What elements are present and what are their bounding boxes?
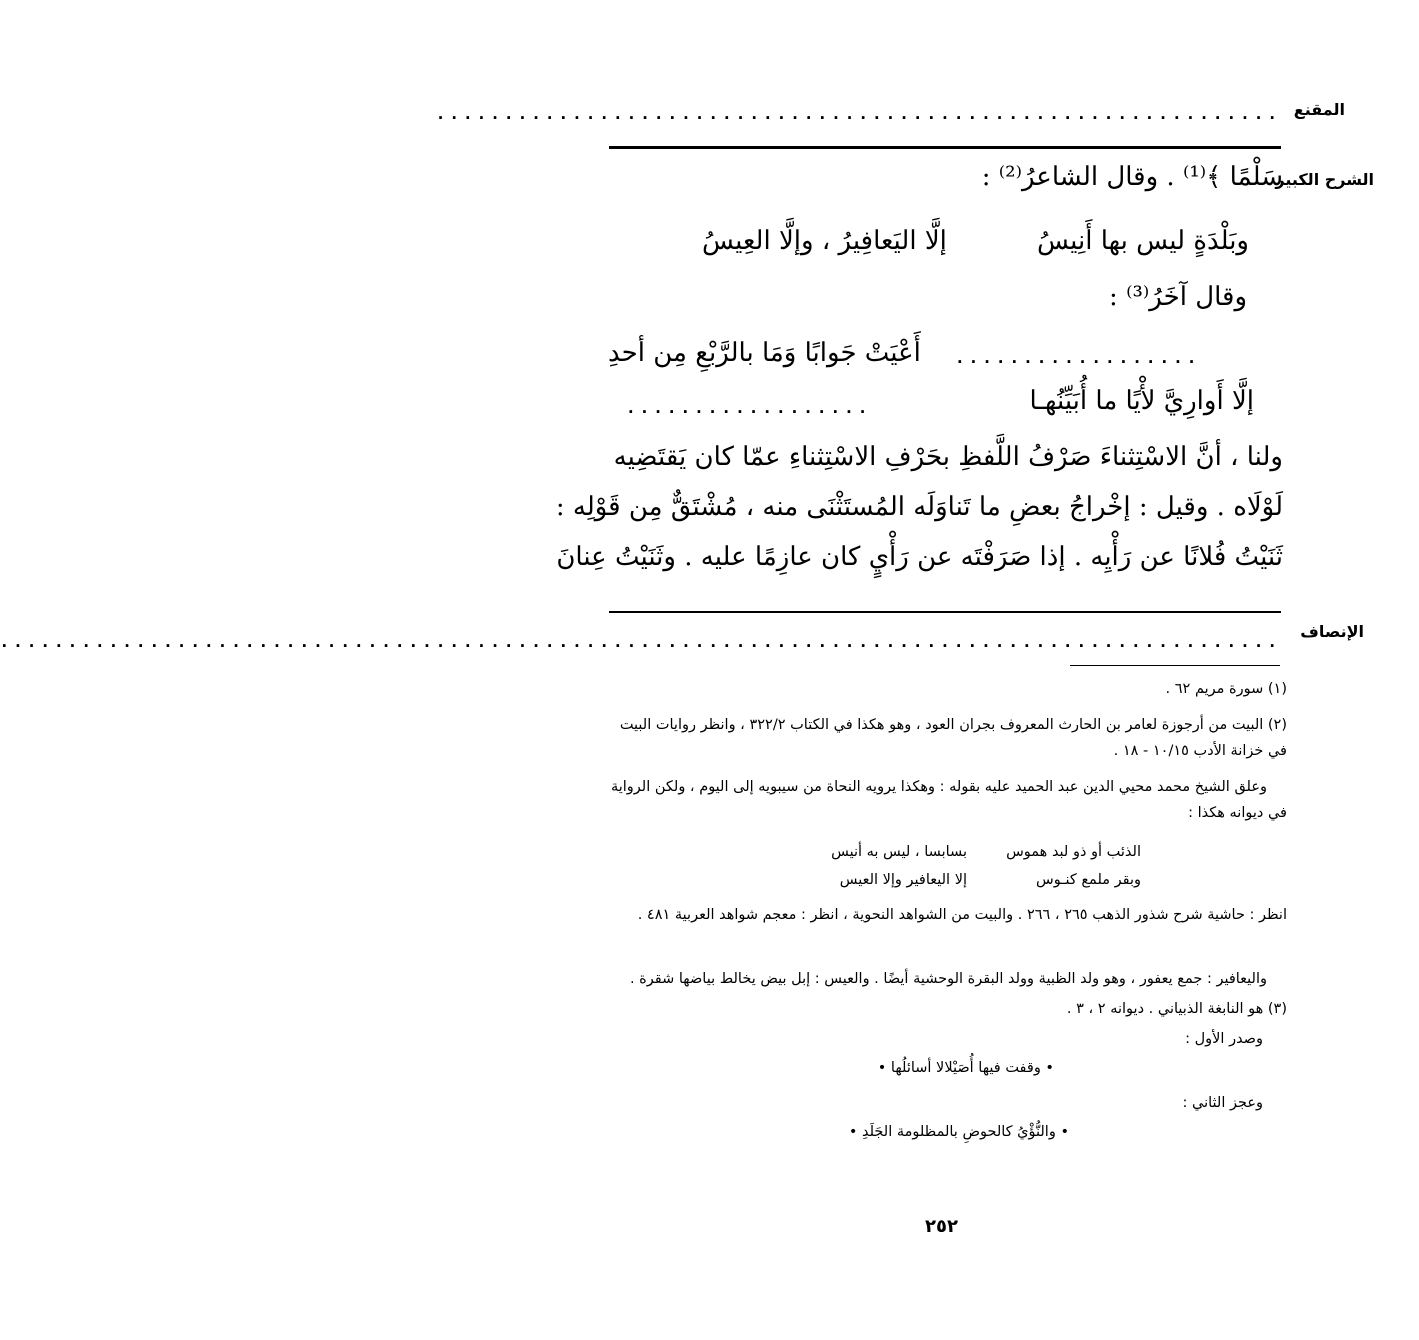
- footnote-separator: [1070, 665, 1280, 666]
- footnote-2-gloss: واليعافير : جمع يعفور ، وهو ولد الظبية وولد البقرة الوحشية أيضًا . والعيس : إبل بيض يخالط بياضها شقرة .: [629, 971, 1267, 987]
- footnote-1: (١) سورة مريم ٦٢ .: [1165, 681, 1287, 697]
- section-divider-rule: [609, 146, 1281, 149]
- text-line-opening: سَلْمًا ﴾⁽¹⁾ . وقال الشاعرُ⁽²⁾ :: [981, 162, 1283, 192]
- footnote-2-comment: وعلق الشيخ محمد محيي الدين عبد الحميد عليه بقوله : وهكذا يرويه النحاة من سيبويه إلى اليوم ، ولكن الرواية في ديوانه هكذا :: [610, 779, 1287, 821]
- footnote-3-sadr-verse: • وقفت فيها أُصَيْلالا أسائلُها •: [877, 1060, 1054, 1076]
- text-line-qala-akhar: وقال آخَرُ⁽³⁾ :: [1109, 282, 1247, 312]
- page-number: ٢٥٢: [925, 1216, 958, 1237]
- footnote-verse-1b: الذئب أو ذو لبد هموس: [1006, 844, 1141, 860]
- footnote-3-ajz-label: وعجز الثاني :: [1182, 1095, 1263, 1111]
- paragraph-line-3: ثَنَيْتُ فُلانًا عن رَأْيِه . إذا صَرَفْتَه عن رَأْيٍ كان عازِمًا عليه . وثَنَيْتُ عِنانَ: [556, 542, 1283, 572]
- paragraph-line-2: لَوْلَاه . وقيل : إخْراجُ بعضِ ما تَناوَلَه المُستَثْنَى منه ، مُشْتَقٌّ مِن قَوْلِه :: [555, 492, 1283, 522]
- insaf-top-rule: [609, 611, 1281, 613]
- verse2-hemistich-right: أَعْيَتْ جَوابًا وَمَا بالرَّبْعِ مِن أحدِ: [608, 338, 921, 368]
- verse3-hemistich-right: إلَّا أَوارِيَّ لأْيًا ما أُبَيِّنُهـا: [1029, 386, 1254, 416]
- dotted-line-insaf: ..............................................................................................: [0, 632, 1281, 651]
- verse1-hemistich-right: وبَلْدَةٍ ليس بها أَنِيسُ: [1037, 226, 1249, 256]
- footnote-3-ajz-verse: • والنُّؤْيُ كالحوضِ بالمظلومة الجَلَدِ •: [848, 1124, 1069, 1140]
- verse3-dots: ..................: [626, 398, 872, 417]
- footnote-2-reference: انظر : حاشية شرح شذور الذهب ٢٦٥ ، ٢٦٦ . والبيت من الشواهد النحوية ، انظر : معجم شواهد العربية ٤٨١ .: [637, 907, 1287, 923]
- verse2-dots: ..................: [955, 348, 1201, 367]
- section-label-muqni: المقنع: [1293, 100, 1345, 119]
- footnote-2: (٢) البيت من أرجوزة لعامر بن الحارث المعروف بجران العود ، وهو هكذا في الكتاب ٣٢٢/٢ ، وانظر روايات البيت في خزانة الأدب ١٠/١٥ - ١٨ .: [619, 717, 1287, 759]
- verse1-hemistich-left: إلَّا اليَعافِيرُ ، وإلَّا العِيسُ: [702, 226, 947, 256]
- footnote-verse-2a: إلا اليعافير وإلا العيس: [839, 872, 967, 888]
- dotted-line-muqni: ..............................................................: [435, 104, 1281, 123]
- section-label-insaf: الإنصاف: [1300, 622, 1364, 641]
- paragraph-line-1: ولنا ، أنَّ الاسْتِثناءَ صَرْفُ اللَّفظِ بحَرْفِ الاسْتِثناءِ عمّا كان يَقتَضِيه: [613, 442, 1283, 472]
- footnote-3: (٣) هو النابغة الذبياني . ديوانه ٢ ، ٣ .: [1066, 1001, 1287, 1017]
- footnote-verse-2b: وبقر ملمع كنـوس: [1036, 872, 1141, 888]
- footnote-3-sadr-label: وصدر الأول :: [1185, 1031, 1263, 1047]
- section-label-sharh: الشرح الكبير: [1275, 170, 1374, 189]
- footnote-verse-1a: بسابسا ، ليس به أنيس: [831, 844, 967, 860]
